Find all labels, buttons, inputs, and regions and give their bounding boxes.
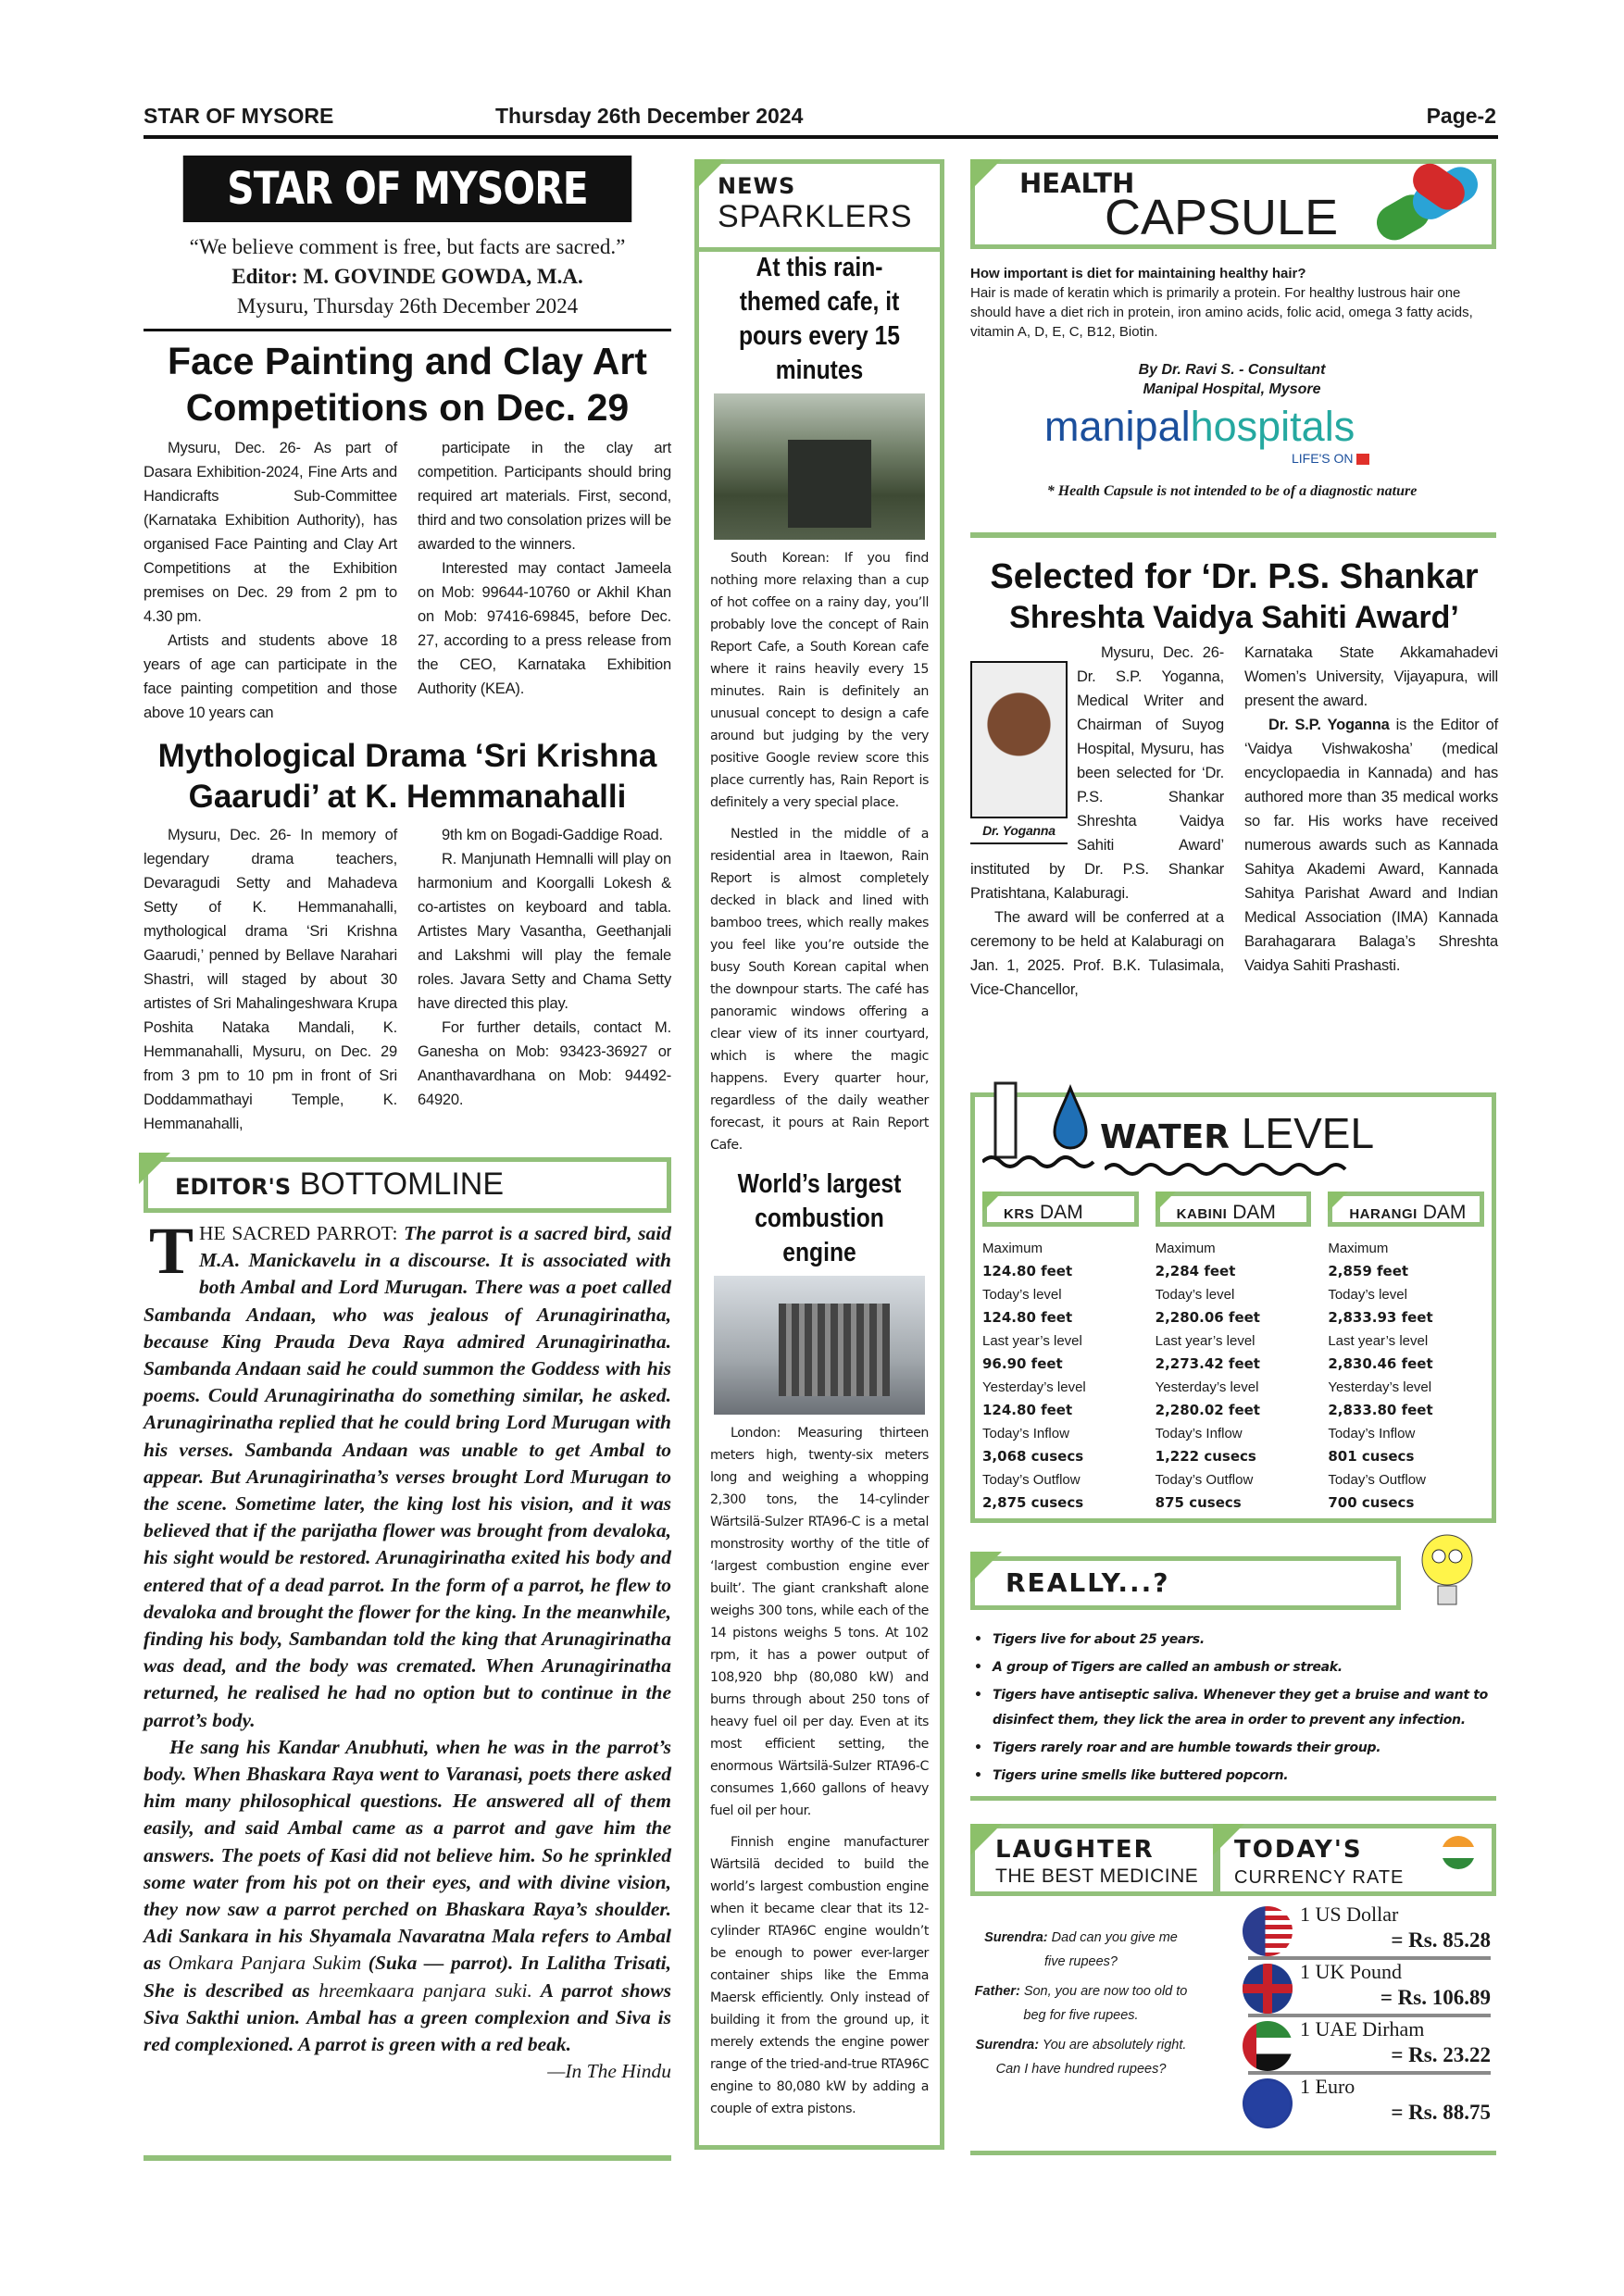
paragraph: South Korean: If you find nothing more relaxing than a cup of hot coffee on a rainy day, you’ll probably love the concept of Rain Report Cafe, a South Korean cafe where it rains heavily every 15 minutes. Rain is definitely an unusual concept to design a cafe around but judging by the very positive Google review score this place currently has, Rain Report is definitely a very special place.	[710, 551, 929, 810]
engine-photo	[714, 1276, 925, 1415]
paragraph: For further details, contact M. Ganesha on Mob: 93423-36927 or Ananthavardhana on Mob: 94492-64920.	[418, 1019, 671, 1108]
motto: “We believe comment is free, but facts are sacred.”	[189, 235, 626, 258]
dam-suffix: DAM	[1232, 1202, 1276, 1223]
dam-header	[1156, 1192, 1312, 1227]
paragraph: Mysuru, Dec. 26- In memory of legendary drama teachers, Devaragudi Setty and Mahadeva Setty of K. Hemmanahalli, mythological drama ‘Sri Krishna Gaarudi,’ penned by Bellave Narahari Shastri, will staged by about 30 artistes of Sri Mahalingeshwara Krupa Poshita Nataka Mandali, K. Hemmanahalli, Mysuru, on Dec. 29 from 3 pm to 10 pm in front of Sri Doddammathayi Temple, K. Hemmanahalli,	[144, 827, 397, 1132]
dam-name: KABINI	[1176, 1206, 1228, 1222]
dialogue: Dad can you give me five rupees?	[1044, 1930, 1178, 1969]
dam-header	[982, 1192, 1139, 1227]
lightbulb-mascot-icon	[1415, 1532, 1480, 1611]
dam-label: Today’s Inflow	[1328, 1426, 1416, 1441]
logo-text: manipal	[1044, 403, 1191, 450]
speaker: Father:	[974, 1984, 1020, 1999]
currency-row	[1248, 1903, 1491, 1960]
joke-line	[972, 1926, 1190, 1974]
paragraph: Mysuru, Dec. 26- As part of Dasara Exhibition-2024, Fine Arts and Handicrafts Sub-Committee (Karnataka Exhibition Authority), has organised Face Painting and Clay Art Competitions at the Exhibition premises on Dec. 29 from 2 pm to 4.30 pm.	[144, 440, 397, 625]
logo-text: hospitals	[1190, 403, 1355, 450]
really-header	[970, 1551, 1498, 1606]
issue-date: Thursday 26th December 2024	[495, 104, 804, 128]
currency-title-bold: TODAY'S	[1234, 1836, 1363, 1864]
health-question: How important is diet for maintaining healthy hair?	[970, 266, 1306, 281]
speaker: Surendra:	[975, 2038, 1040, 2053]
editorial-title-bold: EDITOR'S	[175, 1174, 292, 1200]
bullet-icon: •	[974, 1660, 982, 1675]
dam-value: 2,875 cusecs	[982, 1494, 1084, 1511]
divider	[970, 532, 1496, 538]
paragraph: London: Measuring thirteen meters high, twenty-six meters long and weighing a whopping 2,300 tons, the 14-cylinder Wärtsilä-Sulzer RTA96-C is a metal monstrosity worthy of the title of ‘largest combustion engine ever built’. The giant crankshaft alone weighs 300 tons, while each of the 14 pistons weighs 5 tons. At 102 rpm, it has a power output of 108,920 bhp (80,080 kW) and burns through about 250 tons of heavy fuel oil per day. Even at its most efficient setting, the enormous Wärtsilä-Sulzer RTA96-C consumes 1,660 gallons of heavy fuel oil per hour.	[710, 1426, 929, 1818]
paragraph: A parrot shows Siva Sakthi union. Ambal has a green complexion and Siva is red complexioned. A parrot is green with a red beak.	[144, 1978, 671, 2056]
portrait-photo	[970, 661, 1068, 818]
currency-row	[1248, 2075, 1491, 2132]
bullet-icon: •	[974, 1632, 982, 1647]
photo-block	[970, 661, 1068, 844]
headline: At this rain-themed cafe, it pours every 15 minutes	[738, 253, 901, 385]
paragraph: Artists and students above 18 years of age can participate in the face painting competition and those above 10 years can	[144, 632, 397, 721]
disclaimer: * Health Capsule is not intended to be of a diagnostic nature	[1046, 483, 1418, 499]
really-title: REALLY...?	[1006, 1567, 1170, 1598]
fact-text: Tigers live for about 25 years.	[993, 1632, 1205, 1647]
capsule-pill-icon	[1362, 156, 1492, 244]
dateline: Mysuru, Thursday 26th December 2024	[236, 294, 579, 318]
health-title-bold: HEALTH	[1019, 168, 1135, 199]
masthead	[144, 156, 671, 318]
dam-suffix: DAM	[1040, 1202, 1083, 1223]
currency-row	[1248, 2017, 1491, 2075]
fact-text: Tigers urine smells like buttered popcorn.	[993, 1768, 1289, 1783]
dam-value: 2,833.93 feet	[1328, 1309, 1433, 1326]
bullet-icon: •	[974, 1688, 982, 1703]
dam-value: 124.80 feet	[982, 1402, 1073, 1418]
currency-value: = Rs. 85.28	[1391, 1928, 1491, 1952]
dam-value: 124.80 feet	[982, 1263, 1073, 1279]
drop-cap: T	[149, 1214, 194, 1288]
water-level-panel	[970, 1092, 1496, 1523]
dam-column	[1156, 1192, 1312, 1516]
divider	[144, 2155, 671, 2161]
paragraph: (Suka — parrot). In Lalitha Trisati, She is described as	[144, 1952, 672, 2002]
dam-label: Maximum	[982, 1241, 1043, 1256]
photo-caption: Dr. Yoganna	[982, 823, 1056, 838]
currency-list	[1248, 1903, 1491, 2132]
fact-item	[972, 1764, 1495, 1789]
dam-label: Today’s level	[1155, 1287, 1235, 1303]
sparklers-title-light: SPARKLERS	[718, 199, 913, 234]
fact-item	[972, 1736, 1495, 1761]
currency-header	[1213, 1824, 1496, 1896]
dam-value: 2,280.06 feet	[1155, 1309, 1260, 1326]
dam-value: 2,273.42 feet	[1155, 1355, 1260, 1372]
water-title-bold: WATER	[1100, 1118, 1230, 1156]
uae-flag-icon	[1243, 2021, 1293, 2071]
masthead-logo: STAR OF MYSORE	[183, 156, 632, 222]
health-capsule-header	[970, 159, 1496, 249]
dam-value: 2,830.46 feet	[1328, 1355, 1433, 1372]
divider	[144, 329, 671, 331]
bullet-icon: •	[974, 1741, 982, 1755]
dam-label: Maximum	[1155, 1241, 1216, 1256]
joke-line	[972, 1979, 1190, 2028]
dam-header	[1328, 1192, 1484, 1227]
dam-label: Yesterday’s level	[982, 1379, 1086, 1395]
dam-label: Today’s level	[982, 1287, 1062, 1303]
currency-row	[1248, 1960, 1491, 2017]
divider	[970, 2151, 1496, 2155]
paragraph: Interested may contact Jameela on Mob: 99644-10760 or Akhil Khan on Mob: 97416-69845, before Dec. 27, according to a press release from the CEO, Karnataka Exhibition Authority (KEA).	[418, 560, 671, 697]
dialogue: Son, you are now too old to beg for five rupees.	[1023, 1984, 1188, 2023]
laughter-title-bold: LAUGHTER	[995, 1836, 1155, 1864]
wave-icon	[1105, 1160, 1355, 1179]
currency-unit: 1 UAE Dirham	[1300, 2017, 1425, 2040]
paragraph: Finnish engine manufacturer Wärtsilä decided to build the world’s largest combustion engine when it became clear that its 12-cylinder RTA96C engine wouldn’t be enough to power ever-larger container ships like the Emma Maersk efficiently. Only instead of building it from the ground up, it merely extends the engine power range of the tried-and-true RTA96C engine to 80,080 kW by adding a couple of extra pistons.	[710, 1835, 929, 2116]
uk-flag-icon	[1243, 1964, 1293, 2014]
paragraph: Karnataka State Akkamahadevi Women’s University, Vijayapura, will present the award.	[1244, 644, 1498, 709]
health-answer: Hair is made of keratin which is primarily a protein. For healthy lustrous hair one should have a diet rich in protein, iron amino acids, folic acid, omega 3 fatty acids, vitamin A, D, E, C, B12, Biotin.	[970, 285, 1473, 340]
dam-name: KRS	[1004, 1206, 1035, 1222]
currency-unit: 1 UK Pound	[1300, 1960, 1403, 1983]
dam-label: Maximum	[1328, 1241, 1389, 1256]
dam-label: Last year’s level	[1328, 1333, 1429, 1349]
laughter-joke	[972, 1926, 1190, 2087]
paragraph: R. Manjunath Hemnalli will play on harmonium and Koorgalli Lokesh & co-artistes on keyboard and tabla. Artistes Mary Vasantha, Geethanjali and Lakshmi will play the female roles. Javara Setty and Chama Setty have directed this play.	[418, 851, 671, 1012]
dam-value: 2,284 feet	[1155, 1263, 1236, 1279]
story-award	[970, 555, 1498, 1002]
headline: World’s largest combustion engine	[737, 1169, 902, 1267]
headline: Face Painting and Clay Art Competitions on Dec. 29	[168, 340, 647, 429]
page-number: Page-2	[1426, 104, 1496, 128]
paper-name: STAR OF MYSORE	[144, 104, 334, 128]
editor-credit: Editor: M. GOVINDE GOWDA, M.A.	[231, 265, 583, 288]
fact-item	[972, 1628, 1495, 1653]
paragraph: participate in the clay art competition. Participants should bring required art materials. First, second, third and two consolation prizes will be awarded to the winners.	[418, 440, 671, 553]
currency-value: = Rs. 106.89	[1380, 1986, 1491, 2009]
dam-label: Today’s Inflow	[982, 1426, 1069, 1441]
dam-value: 3,068 cusecs	[982, 1448, 1084, 1465]
term: Omkara Panjara Sukim	[168, 1952, 362, 1975]
joke-line	[972, 2033, 1190, 2081]
paragraph: Mysuru, Dec. 26- Dr. S.P. Yoganna, Medical Writer and Chairman of Suyog Hospital, Mysuru, has been selected for ‘Dr. P.S. Shankar Shreshta Vaidya Sahiti Award’ instituted by Dr. P.S. Shankar Pratishtana, Kalaburagi.	[970, 644, 1224, 902]
headline: Selected for ‘Dr. P.S. Shankar	[990, 557, 1479, 596]
currency-unit: 1 US Dollar	[1300, 1903, 1399, 1926]
dam-value: 700 cusecs	[1328, 1494, 1415, 1511]
dam-label: Today’s Outflow	[1155, 1472, 1254, 1488]
dam-label: Today’s level	[1328, 1287, 1407, 1303]
water-title-light: LEVEL	[1241, 1109, 1375, 1157]
currency-value: = Rs. 88.75	[1391, 2101, 1491, 2124]
paragraph: is the Editor of ‘Vaidya Vishwakosha’ (medical encyclopaedia in Kannada) and has authored more than 35 medical works so far. His works have received numerous awards such as Kannada Sahitya Akademi Award, Kannada Sahitya Parishat Award and Indian Medical Association (IMA) Kannada Barahagarara Balaga’s Shreshta Vaidya Sahiti Prashasti.	[1244, 717, 1498, 974]
paragraph: 9th km on Bogadi-Gaddige Road.	[442, 827, 663, 843]
fact-item	[972, 1655, 1495, 1680]
india-flag-icon	[1442, 1836, 1475, 1869]
plus-icon	[1356, 454, 1369, 465]
speaker: Surendra:	[984, 1930, 1048, 1945]
currency-value: = Rs. 23.22	[1391, 2043, 1491, 2066]
term: hreemkaara panjara suki.	[319, 1978, 532, 2002]
header-rule	[144, 135, 1498, 139]
dam-value: 2,280.02 feet	[1155, 1402, 1260, 1418]
eu-flag-icon	[1243, 2078, 1293, 2128]
fact-text: A group of Tigers are called an ambush or streak.	[993, 1660, 1343, 1675]
dam-label: Last year’s level	[1155, 1333, 1255, 1349]
dam-value: 124.80 feet	[982, 1309, 1073, 1326]
headline: Mythological Drama ‘Sri Krishna Gaarudi’ at K. Hemmanahalli	[157, 738, 657, 815]
divider	[970, 1796, 1496, 1801]
currency-title-light: CURRENCY RATE	[1234, 1867, 1405, 1888]
cafe-photo	[714, 393, 925, 540]
news-sparklers	[694, 159, 944, 2150]
manipal-logo	[1044, 405, 1493, 449]
editorial-header	[144, 1157, 671, 1213]
dialogue: You are absolutely right. Can I have hundred rupees?	[995, 2038, 1187, 2077]
dam-value: 1,222 cusecs	[1155, 1448, 1256, 1465]
water-gauge-icon	[982, 1079, 1112, 1180]
logo-tagline: LIFE'S ON	[1292, 451, 1354, 466]
dam-value: 96.90 feet	[982, 1355, 1063, 1372]
headline: Shreshta Vaidya Sahiti Award’	[1009, 600, 1459, 635]
dam-name: HARANGI	[1349, 1206, 1418, 1222]
credit: —In The Hindu	[547, 2060, 671, 2083]
dam-column	[1328, 1192, 1484, 1516]
story-face-painting	[144, 338, 671, 725]
paragraph: The parrot is a sacred bird, said M.A. Manickavelu in a discourse. It is associated with both Ambal and Lord Murugan. There was a poet called Sambanda Andaan, who was jealous of Arunagirinatha, because King Prauda Deva Raya admired Arunagirinatha. Sambanda Andaan said he could summon the Goddess with his poems. Could Arunagirinatha do something similar, he asked. Arunagirinatha replied that he could bring Lord Murugan with his verses. Sambanda Andaan was unable to get Ambal to appear. But Arunagirinatha’s verses brought Lord Murugan to the scene. Sometime later, the king lost his vision, and it was believed that if the parijatha flower was brought from devaloka, his sight would be restored. Arunagirinatha exited his body and entered that of a dead parrot. In the form of a parrot, he flew to devaloka and brought the flower for the king. In the meanwhile, finding his body, Sambandan told the king that Arunagirinatha was dead, and the body was cremated. When Arunagirinatha returned, he realised he had no option but to continue in the parrot’s body.	[144, 1222, 671, 1731]
byline: By Dr. Ravi S. - Consultant	[1138, 362, 1326, 378]
dam-value: 801 cusecs	[1328, 1448, 1415, 1465]
health-qa	[970, 264, 1493, 501]
laughter-header	[970, 1824, 1220, 1896]
dam-label: Yesterday’s level	[1328, 1379, 1432, 1395]
dam-value: 2,833.80 feet	[1328, 1402, 1433, 1418]
dam-suffix: DAM	[1422, 1202, 1467, 1223]
laughter-title-light: THE BEST MEDICINE	[995, 1866, 1199, 1887]
byline: Manipal Hospital, Mysore	[1143, 381, 1321, 397]
lead-in: HE SACRED PARROT:	[199, 1222, 398, 1244]
dam-label: Today’s Outflow	[1328, 1472, 1426, 1488]
us-flag-icon	[1243, 1906, 1293, 1956]
really-list	[972, 1628, 1495, 1791]
dam-value: 2,859 feet	[1328, 1263, 1409, 1279]
sparklers-title-bold: NEWS	[718, 173, 796, 199]
paragraph: The award will be conferred at a ceremony to be held at Kalaburagi on Jan. 1, 2025. Prof. B.K. Tulasimala, Vice-Chancellor,	[970, 909, 1224, 998]
dam-label: Today’s Inflow	[1155, 1426, 1243, 1441]
paragraph: Nestled in the middle of a residential area in Itaewon, Rain Report is almost completely decked in black and lined with bamboo trees, which really makes you feel like you’re outside the busy South Korean capital when the downpour starts. The café has panoramic windows offering a clear view of its inner courtyard, which is where the magic happens. Every quarter hour, regardless of the daily weather forecast, it pours at Rain Report Cafe.	[710, 827, 929, 1153]
fact-item	[972, 1683, 1495, 1733]
health-title-light: CAPSULE	[1105, 190, 1339, 245]
paragraph: He sang his Kandar Anubhuti, when he was in the parrot’s body. When Bhaskara Raya went to Varanasi, poets there asked him many philosophical questions. He answered all of them easily, and said Ambal came as a parrot and gave him the answers. The poets of Kasi did not believe him. So he sprinkled some water from his pot on their eyes, and with divine vision, they now saw a parrot perched on Bhaskara Raya’s shoulder. Adi Sankara in his Shyamala Navaratna Mala refers to Ambal as	[144, 1735, 671, 1975]
dam-label: Yesterday’s level	[1155, 1379, 1259, 1395]
dam-value: 875 cusecs	[1155, 1494, 1242, 1511]
fact-text: Tigers have antiseptic saliva. Whenever they get a bruise and want to disinfect them, they lick the area in order to prevent any infection.	[993, 1688, 1489, 1728]
editorial-title-light: BOTTOMLINE	[299, 1167, 504, 1202]
name: Dr. S.P. Yoganna	[1268, 717, 1390, 733]
bullet-icon: •	[974, 1768, 982, 1783]
dam-label: Today’s Outflow	[982, 1472, 1081, 1488]
story-drama	[144, 736, 671, 1136]
dam-table	[982, 1192, 1484, 1516]
dam-column	[982, 1192, 1139, 1516]
currency-unit: 1 Euro	[1300, 2075, 1355, 2098]
dam-label: Last year’s level	[982, 1333, 1082, 1349]
fact-text: Tigers rarely roar and are humble towards their group.	[993, 1741, 1381, 1755]
editorial-body	[144, 1214, 672, 2086]
